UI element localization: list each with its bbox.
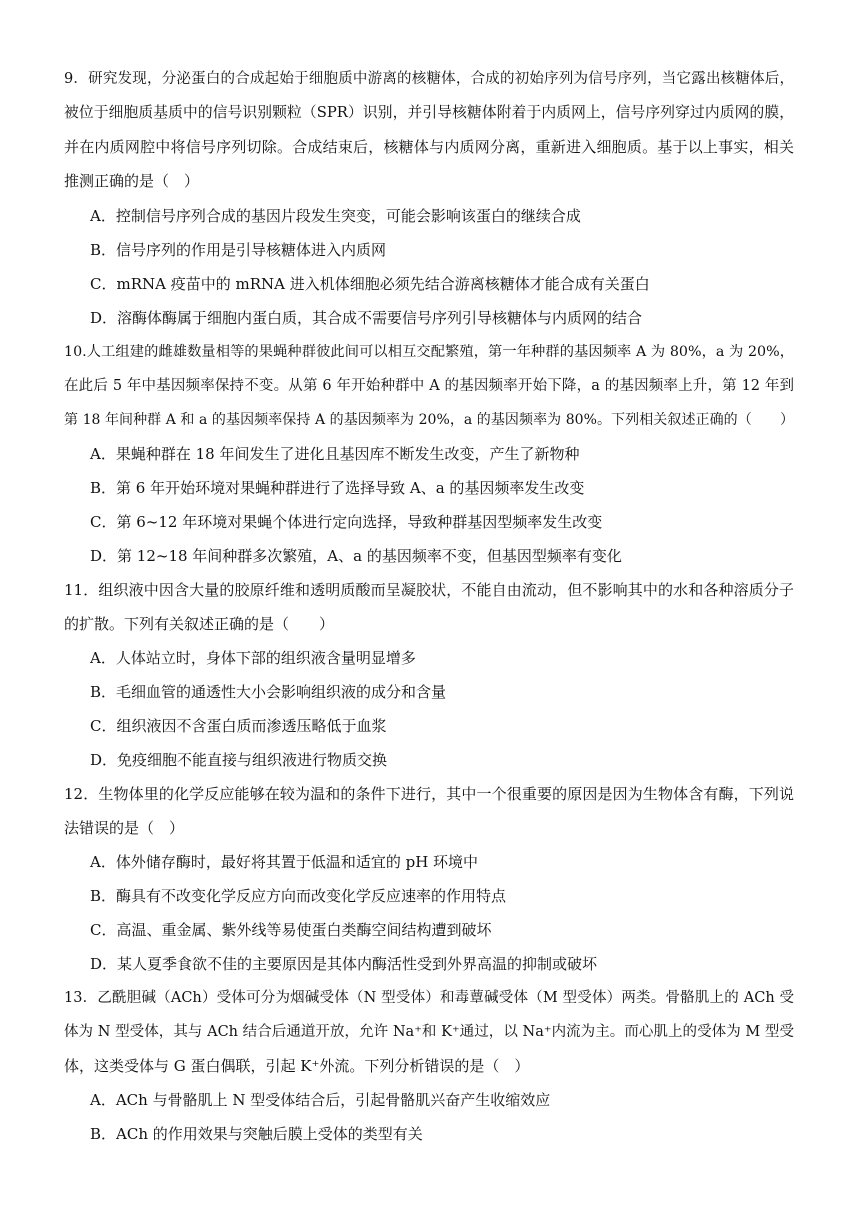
q11-option-d: D．免疫细胞不能直接与组织液进行物质交换: [90, 751, 388, 769]
q13-option-a: A．ACh 与骨骼肌上 N 型受体结合后，引起骨骼肌兴奋产生收缩效应: [90, 1091, 551, 1109]
q9-stem-line-4: 推测正确的是（ ）: [64, 172, 200, 190]
q11-stem-line-1: 11．组织液中因含大量的胶原纤维和透明质酸而呈凝胶状，不能自由流动，但不影响其中的水和各种溶质分子: [64, 581, 794, 599]
q10-option-b: B．第 6 年开始环境对果蝇种群进行了选择导致 A、a 的基因频率发生改变: [90, 479, 585, 497]
q11-option-a: A．人体站立时，身体下部的组织液含量明显增多: [90, 649, 416, 667]
q12-option-b: B．酶具有不改变化学反应方向而改变化学反应速率的作用特点: [90, 887, 507, 905]
q10-option-c: C．第 6~12 年环境对果蝇个体进行定向选择，导致种群基因型频率发生改变: [90, 513, 603, 531]
q10-stem-line-3: 第 18 年间种群 A 和 a 的基因频率保持 A 的基因频率为 20%，a 的基因频率为 80%。下列相关叙述正确的（ ）: [64, 412, 794, 428]
q9-option-b: B．信号序列的作用是引导核糖体进入内质网: [90, 241, 387, 259]
q12-option-d: D．某人夏季食欲不佳的主要原因是其体内酶活性受到外界高温的抑制或破坏: [90, 955, 598, 973]
q13-stem-line-2: 体为 N 型受体，其与 ACh 结合后通道开放，允许 Na⁺和 K⁺通过，以 Na⁺内流为主。而心肌上的受体为 M 型受: [64, 1024, 794, 1040]
q12-option-a: A．体外储存酶时，最好将其置于低温和适宜的 pH 环境中: [90, 853, 479, 871]
q10-stem-line-2: 在此后 5 年中基因频率保持不变。从第 6 年开始种群中 A 的基因频率开始下降，a 的基因频率上升，第 12 年到: [64, 378, 794, 394]
q11-option-b: B．毛细血管的通透性大小会影响组织液的成分和含量: [90, 683, 447, 701]
q10-option-d: D．第 12~18 年间种群多次繁殖，A、a 的基因频率不变，但基因型频率有变化: [90, 547, 622, 565]
q9-option-a: A．控制信号序列合成的基因片段发生突变，可能会影响该蛋白的继续合成: [90, 207, 581, 225]
q9-stem-line-3: 并在内质网腔中将信号序列切除。合成结束后，核糖体与内质网分离，重新进入细胞质。基于以上事实，相关: [64, 138, 794, 156]
q13-stem-line-3: 体，这类受体与 G 蛋白偶联，引起 K⁺外流。下列分析错误的是（ ）: [64, 1057, 530, 1075]
q12-option-c: C．高温、重金属、紫外线等易使蛋白类酶空间结构遭到破坏: [90, 921, 492, 939]
q10-option-a: A．果蝇种群在 18 年间发生了进化且基因库不断发生改变，产生了新物种: [90, 445, 580, 463]
q13-option-b: B．ACh 的作用效果与突触后膜上受体的类型有关: [90, 1125, 423, 1143]
q9-option-d: D．溶酶体酶属于细胞内蛋白质，其合成不需要信号序列引导核糖体与内质网的结合: [90, 309, 643, 327]
q9-stem-line-2: 被位于细胞质基质中的信号识别颗粒（SPR）识别，并引导核糖体附着于内质网上，信号序列穿过内质网的膜，: [64, 104, 794, 121]
q9-option-c: C．mRNA 疫苗中的 mRNA 进入机体细胞必须先结合游离核糖体才能合成有关蛋白: [90, 275, 650, 293]
q9-stem-line-1: 9．研究发现，分泌蛋白的合成起始于细胞质中游离的核糖体，合成的初始序列为信号序列，当它露出核糖体后，: [64, 71, 794, 87]
q12-stem-line-2: 法错误的是（ ）: [64, 819, 185, 837]
q13-stem-line-1: 13．乙酰胆碱（ACh）受体可分为烟碱受体（N 型受体）和毒蕈碱受体（M 型受体）两类。骨骼肌上的 ACh 受: [64, 990, 794, 1006]
q11-option-c: C．组织液因不含蛋白质而渗透压略低于血浆: [90, 717, 387, 735]
q11-stem-line-2: 的扩散。下列有关叙述正确的是（ ）: [64, 615, 335, 633]
q12-stem-line-1: 12．生物体里的化学反应能够在较为温和的条件下进行，其中一个很重要的原因是因为生物体含有酶，下列说: [64, 785, 794, 803]
q10-stem-line-1: 10.人工组建的雌雄数量相等的果蝇种群彼此间可以相互交配繁殖，第一年种群的基因频率 A 为 80%，a 为 20%，: [64, 344, 794, 360]
